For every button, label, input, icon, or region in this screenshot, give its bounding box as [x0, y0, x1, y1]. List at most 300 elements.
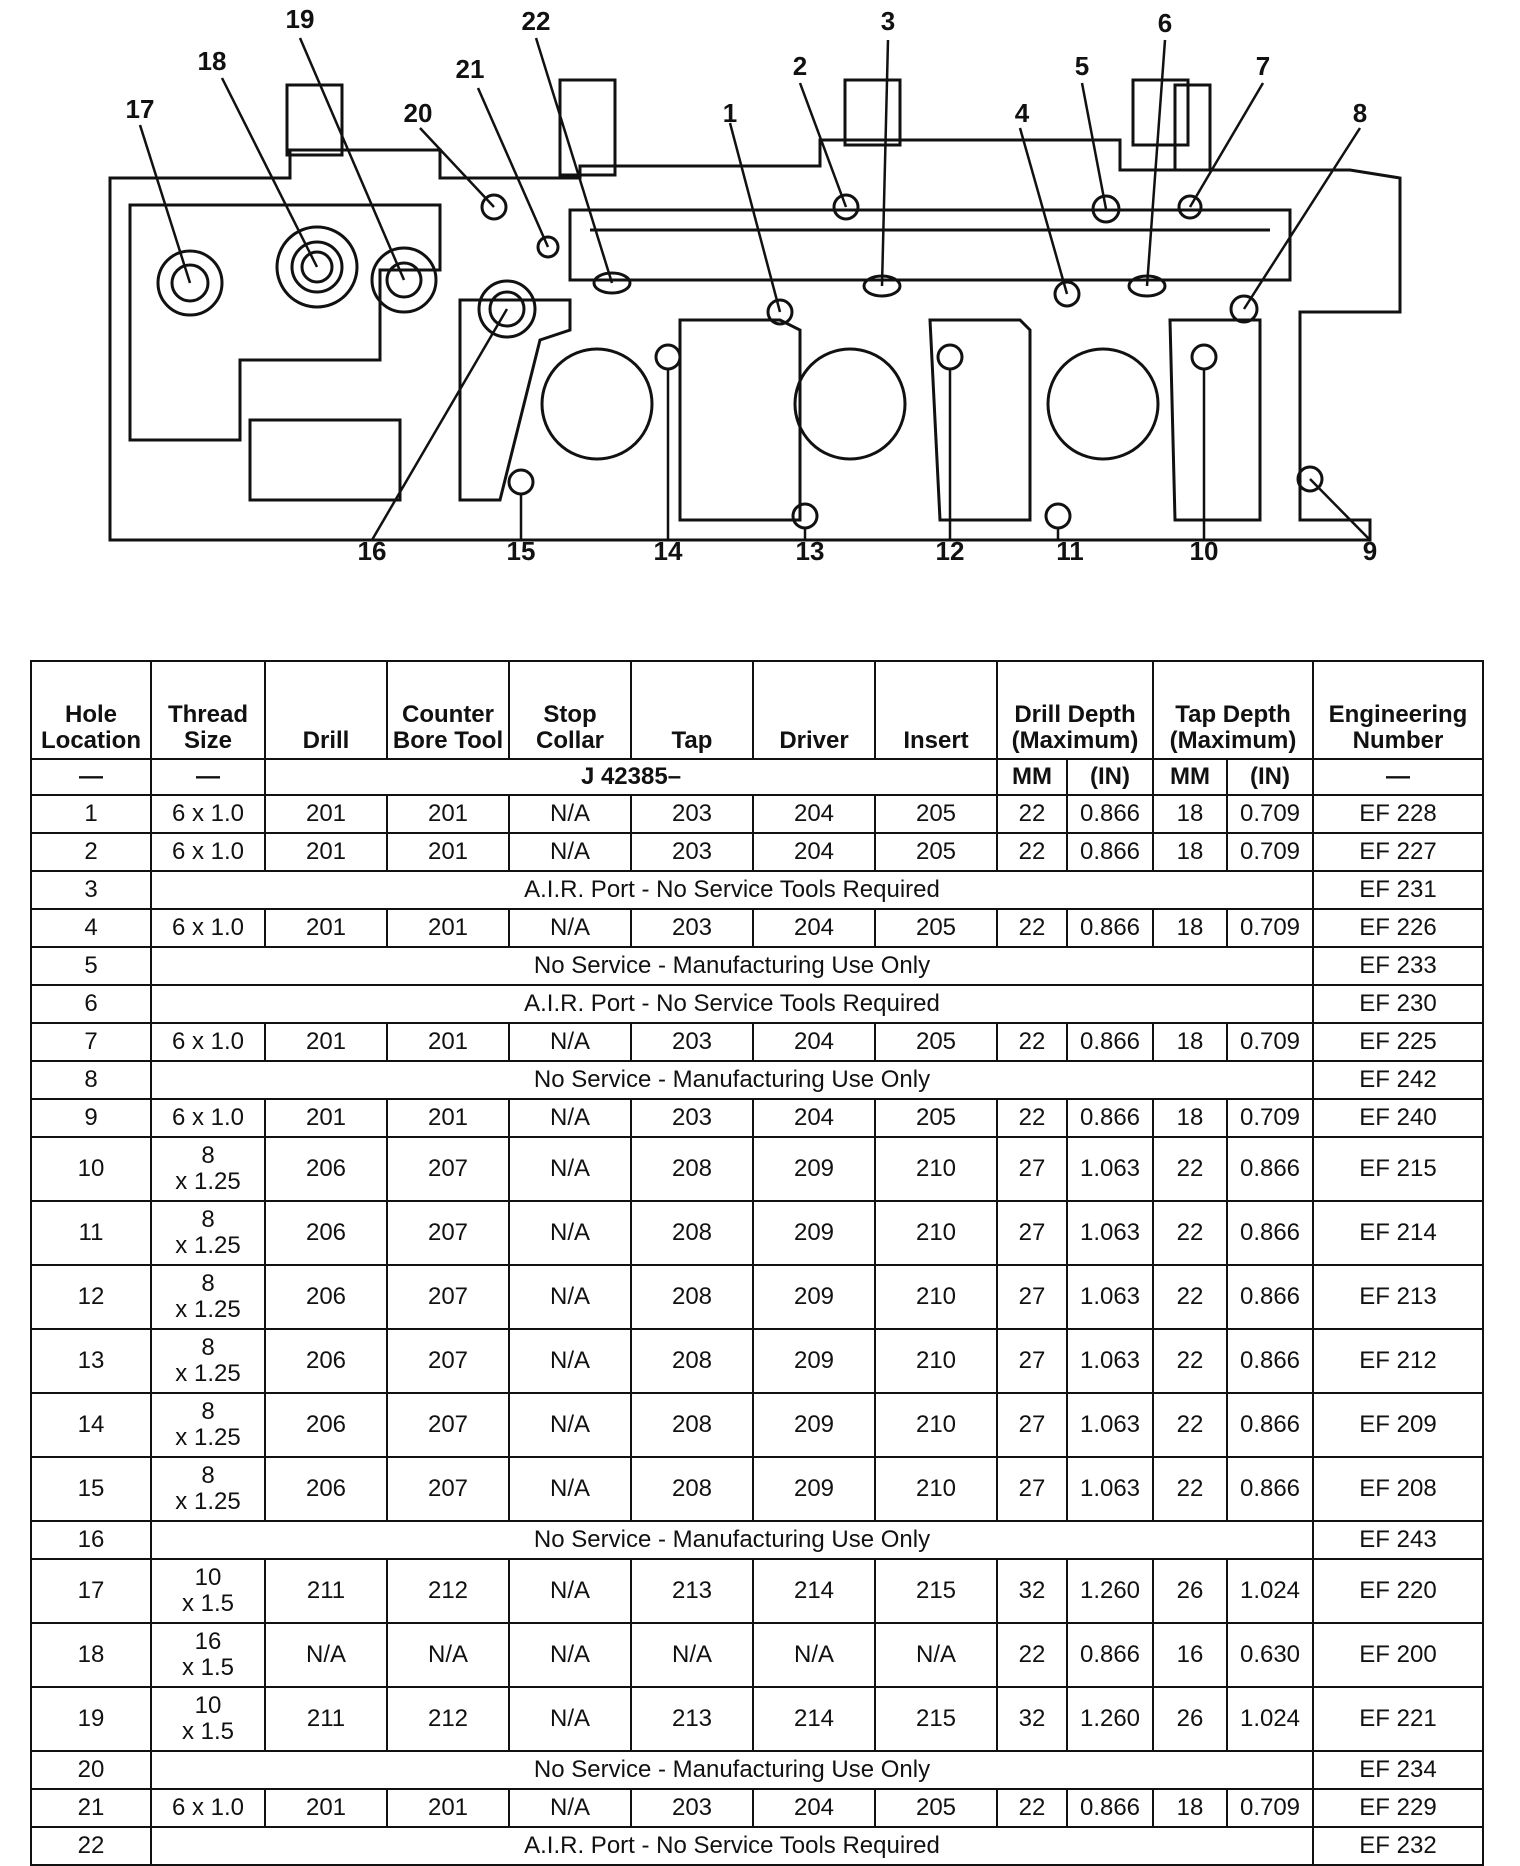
- callout-12: 12: [935, 536, 965, 566]
- cell-tap: 213: [631, 1687, 753, 1751]
- cell-dmm: 22: [997, 1789, 1067, 1827]
- callout-5: 5: [1074, 51, 1090, 81]
- cell-driver: 214: [753, 1687, 875, 1751]
- callout-1: 1: [722, 98, 738, 128]
- cell-tin: 0.866: [1227, 1393, 1313, 1457]
- cell-dmm: 22: [997, 909, 1067, 947]
- cell-thread-size: 6 x 1.0: [151, 909, 265, 947]
- cell-dmm: 27: [997, 1329, 1067, 1393]
- cell-stop: N/A: [509, 1559, 631, 1623]
- cell-cbore: 207: [387, 1457, 509, 1521]
- cell-thread-size: [151, 1201, 265, 1265]
- cell-thread-size: 6 x 1.0: [151, 833, 265, 871]
- cell-stop: N/A: [509, 1265, 631, 1329]
- table-row: [31, 1559, 1483, 1623]
- cell-thread-size: [151, 1265, 265, 1329]
- callout-17: 17: [125, 94, 155, 124]
- header-driver: Driver: [753, 661, 875, 759]
- cell-cbore: 207: [387, 1329, 509, 1393]
- cell-stop: N/A: [509, 795, 631, 833]
- header-counter-bore-tool: Counter Bore Tool: [387, 661, 509, 759]
- cell-note: A.I.R. Port - No Service Tools Required: [151, 985, 1313, 1023]
- cell-dmm: 22: [997, 1623, 1067, 1687]
- cell-engineering-number: EF 243: [1313, 1521, 1483, 1559]
- cell-thread-size: [151, 1137, 265, 1201]
- cell-drill: 206: [265, 1393, 387, 1457]
- cell-din: 0.866: [1067, 1099, 1153, 1137]
- callout-4: 4: [1014, 98, 1030, 128]
- cell-tmm: 22: [1153, 1137, 1227, 1201]
- subheader-tap-mm: MM: [1153, 759, 1227, 795]
- cell-drill: 206: [265, 1201, 387, 1265]
- thread-pitch: x 1.25: [175, 1424, 241, 1451]
- table-row: [31, 871, 1483, 909]
- cell-engineering-number: EF 213: [1313, 1265, 1483, 1329]
- cell-insert: 210: [875, 1329, 997, 1393]
- callout-10: 10: [1189, 536, 1219, 566]
- thread-pitch: x 1.5: [181, 1590, 235, 1617]
- cell-driver: 204: [753, 1023, 875, 1061]
- cell-engineering-number: EF 221: [1313, 1687, 1483, 1751]
- header-stop-collar: Stop Collar: [509, 661, 631, 759]
- callout-16: 16: [357, 536, 387, 566]
- cell-tap: 203: [631, 1023, 753, 1061]
- cell-tin: 0.709: [1227, 1099, 1313, 1137]
- cell-dmm: 22: [997, 795, 1067, 833]
- header-drill: Drill: [265, 661, 387, 759]
- header-tap-depth: Tap Depth (Maximum): [1153, 661, 1313, 759]
- cell-thread-size: 6 x 1.0: [151, 1023, 265, 1061]
- cell-tap: 203: [631, 795, 753, 833]
- cell-stop: N/A: [509, 1393, 631, 1457]
- cell-tap: 208: [631, 1457, 753, 1521]
- cell-cbore: 212: [387, 1559, 509, 1623]
- cell-insert: 210: [875, 1137, 997, 1201]
- cell-hole-location: 6: [31, 985, 151, 1023]
- cell-drill: 206: [265, 1457, 387, 1521]
- callout-20: 20: [403, 98, 433, 128]
- cell-stop: N/A: [509, 1023, 631, 1061]
- cell-thread-size: 6 x 1.0: [151, 1789, 265, 1827]
- cell-din: 0.866: [1067, 1789, 1153, 1827]
- cell-thread-size: [151, 1393, 265, 1457]
- cylinder-head-outline: [110, 80, 1400, 540]
- cell-engineering-number: EF 231: [1313, 871, 1483, 909]
- cell-note: A.I.R. Port - No Service Tools Required: [151, 871, 1313, 909]
- subheader-thread: —: [151, 759, 265, 795]
- cell-tmm: 18: [1153, 1099, 1227, 1137]
- cell-drill: 211: [265, 1559, 387, 1623]
- cell-tmm: 18: [1153, 833, 1227, 871]
- cell-driver: 204: [753, 909, 875, 947]
- callout-7: 7: [1255, 51, 1271, 81]
- cell-drill: 206: [265, 1137, 387, 1201]
- cell-engineering-number: EF 242: [1313, 1061, 1483, 1099]
- cell-engineering-number: EF 215: [1313, 1137, 1483, 1201]
- cell-engineering-number: EF 230: [1313, 985, 1483, 1023]
- cell-drill: 211: [265, 1687, 387, 1751]
- cell-hole-location: 13: [31, 1329, 151, 1393]
- cell-hole-location: 22: [31, 1827, 151, 1865]
- cell-driver: 204: [753, 833, 875, 871]
- cell-driver: 209: [753, 1265, 875, 1329]
- cell-engineering-number: EF 232: [1313, 1827, 1483, 1865]
- table-row: [31, 947, 1483, 985]
- cell-hole-location: 19: [31, 1687, 151, 1751]
- cell-drill: N/A: [265, 1623, 387, 1687]
- cell-tmm: 18: [1153, 1789, 1227, 1827]
- cell-engineering-number: EF 227: [1313, 833, 1483, 871]
- thread-pitch: x 1.5: [181, 1718, 235, 1745]
- cell-cbore: 201: [387, 1789, 509, 1827]
- cell-tmm: 22: [1153, 1201, 1227, 1265]
- cell-tap: 208: [631, 1329, 753, 1393]
- cell-din: 1.260: [1067, 1559, 1153, 1623]
- cell-tap: 208: [631, 1201, 753, 1265]
- cell-dmm: 27: [997, 1137, 1067, 1201]
- callout-9: 9: [1362, 536, 1378, 566]
- cell-engineering-number: EF 212: [1313, 1329, 1483, 1393]
- subheader-tap-in: (IN): [1227, 759, 1313, 795]
- cell-drill: 206: [265, 1265, 387, 1329]
- cell-driver: 209: [753, 1137, 875, 1201]
- cell-hole-location: 8: [31, 1061, 151, 1099]
- cell-driver: 209: [753, 1201, 875, 1265]
- cell-din: 0.866: [1067, 795, 1153, 833]
- callout-6: 6: [1157, 8, 1173, 38]
- thread-diameter: 8: [201, 1398, 215, 1425]
- header-engineering-number: Engineering Number: [1313, 661, 1483, 759]
- cell-cbore: 207: [387, 1201, 509, 1265]
- cell-dmm: 22: [997, 1023, 1067, 1061]
- cell-tmm: 22: [1153, 1393, 1227, 1457]
- cell-insert: N/A: [875, 1623, 997, 1687]
- thread-pitch: x 1.25: [175, 1488, 241, 1515]
- cell-insert: 210: [875, 1457, 997, 1521]
- subheader-drill-in: (IN): [1067, 759, 1153, 795]
- cell-insert: 205: [875, 833, 997, 871]
- cell-tap: 213: [631, 1559, 753, 1623]
- cell-stop: N/A: [509, 1329, 631, 1393]
- cell-din: 1.063: [1067, 1201, 1153, 1265]
- table-row: [31, 1061, 1483, 1099]
- subheader-hole: —: [31, 759, 151, 795]
- table-row: [31, 985, 1483, 1023]
- cell-din: 1.063: [1067, 1137, 1153, 1201]
- cell-engineering-number: EF 209: [1313, 1393, 1483, 1457]
- cell-tin: 0.709: [1227, 795, 1313, 833]
- cell-driver: N/A: [753, 1623, 875, 1687]
- cell-tin: 1.024: [1227, 1559, 1313, 1623]
- cell-cbore: 207: [387, 1137, 509, 1201]
- cell-din: 1.063: [1067, 1329, 1153, 1393]
- cell-tin: 0.866: [1227, 1457, 1313, 1521]
- cell-engineering-number: EF 228: [1313, 795, 1483, 833]
- cell-driver: 204: [753, 795, 875, 833]
- cell-insert: 205: [875, 1023, 997, 1061]
- subheader-eng: —: [1313, 759, 1483, 795]
- table-row: [31, 909, 1483, 947]
- cell-stop: N/A: [509, 1137, 631, 1201]
- thread-pitch: x 1.25: [175, 1168, 241, 1195]
- cell-hole-location: 11: [31, 1201, 151, 1265]
- cell-drill: 201: [265, 1023, 387, 1061]
- table-row: [31, 1137, 1483, 1201]
- header-tap: Tap: [631, 661, 753, 759]
- cell-stop: N/A: [509, 1789, 631, 1827]
- thread-pitch: x 1.25: [175, 1360, 241, 1387]
- cell-hole-location: 18: [31, 1623, 151, 1687]
- cell-stop: N/A: [509, 1687, 631, 1751]
- cell-drill: 201: [265, 909, 387, 947]
- cell-engineering-number: EF 226: [1313, 909, 1483, 947]
- table-row: [31, 1623, 1483, 1687]
- cell-din: 1.063: [1067, 1393, 1153, 1457]
- cell-cbore: 201: [387, 795, 509, 833]
- cell-din: 0.866: [1067, 1023, 1153, 1061]
- cell-note: A.I.R. Port - No Service Tools Required: [151, 1827, 1313, 1865]
- cell-driver: 209: [753, 1457, 875, 1521]
- cell-tap: 203: [631, 1099, 753, 1137]
- cell-insert: 210: [875, 1265, 997, 1329]
- cell-cbore: N/A: [387, 1623, 509, 1687]
- cell-tmm: 18: [1153, 1023, 1227, 1061]
- combustion-chambers: [542, 349, 1158, 459]
- header-drill-depth: Drill Depth (Maximum): [997, 661, 1153, 759]
- cell-insert: 210: [875, 1201, 997, 1265]
- cell-drill: 201: [265, 1099, 387, 1137]
- table-row: [31, 1201, 1483, 1265]
- cell-note: No Service - Manufacturing Use Only: [151, 1521, 1313, 1559]
- hole-repair-spec-table: [30, 660, 1484, 1866]
- cell-hole-location: 20: [31, 1751, 151, 1789]
- leader-lines: [140, 38, 1370, 540]
- cell-insert: 215: [875, 1687, 997, 1751]
- cell-tmm: 18: [1153, 909, 1227, 947]
- cell-tap: 203: [631, 1789, 753, 1827]
- thread-diameter: 10: [194, 1692, 222, 1719]
- thread-diameter: 8: [201, 1270, 215, 1297]
- callout-21: 21: [455, 54, 485, 84]
- table-row: [31, 1457, 1483, 1521]
- callout-13: 13: [795, 536, 825, 566]
- cell-cbore: 207: [387, 1265, 509, 1329]
- cell-dmm: 27: [997, 1393, 1067, 1457]
- header-insert: Insert: [875, 661, 997, 759]
- thread-diameter: 8: [201, 1142, 215, 1169]
- cell-tmm: 22: [1153, 1457, 1227, 1521]
- cell-hole-location: 17: [31, 1559, 151, 1623]
- table-row: [31, 1023, 1483, 1061]
- thread-diameter: 8: [201, 1334, 215, 1361]
- table-row: [31, 1329, 1483, 1393]
- cell-hole-location: 9: [31, 1099, 151, 1137]
- cell-stop: N/A: [509, 1201, 631, 1265]
- cell-dmm: 22: [997, 833, 1067, 871]
- callout-18: 18: [197, 46, 227, 76]
- cell-engineering-number: EF 229: [1313, 1789, 1483, 1827]
- cell-driver: 204: [753, 1099, 875, 1137]
- cell-stop: N/A: [509, 833, 631, 871]
- cell-engineering-number: EF 200: [1313, 1623, 1483, 1687]
- cell-thread-size: [151, 1329, 265, 1393]
- cell-thread-size: 6 x 1.0: [151, 1099, 265, 1137]
- thread-pitch: x 1.5: [181, 1654, 235, 1681]
- callout-11: 11: [1056, 536, 1084, 566]
- cell-thread-size: [151, 1559, 265, 1623]
- cell-hole-location: 5: [31, 947, 151, 985]
- table-row: [31, 1789, 1483, 1827]
- cell-tap: 203: [631, 833, 753, 871]
- cell-tin: 0.866: [1227, 1329, 1313, 1393]
- cell-din: 1.260: [1067, 1687, 1153, 1751]
- cell-hole-location: 12: [31, 1265, 151, 1329]
- cell-drill: 201: [265, 833, 387, 871]
- cell-hole-location: 7: [31, 1023, 151, 1061]
- cell-note: No Service - Manufacturing Use Only: [151, 1061, 1313, 1099]
- cell-tap: 208: [631, 1265, 753, 1329]
- cell-tmm: 26: [1153, 1559, 1227, 1623]
- cell-tmm: 22: [1153, 1329, 1227, 1393]
- cell-insert: 210: [875, 1393, 997, 1457]
- cell-engineering-number: EF 214: [1313, 1201, 1483, 1265]
- cell-note: No Service - Manufacturing Use Only: [151, 947, 1313, 985]
- cell-insert: 205: [875, 1099, 997, 1137]
- cell-insert: 205: [875, 1789, 997, 1827]
- cell-cbore: 201: [387, 833, 509, 871]
- table-row: [31, 795, 1483, 833]
- cell-tmm: 16: [1153, 1623, 1227, 1687]
- cell-tap: 203: [631, 909, 753, 947]
- cell-drill: 201: [265, 1789, 387, 1827]
- cell-stop: N/A: [509, 1623, 631, 1687]
- cell-drill: 206: [265, 1329, 387, 1393]
- table-row: [31, 1521, 1483, 1559]
- cell-dmm: 22: [997, 1099, 1067, 1137]
- cell-dmm: 27: [997, 1457, 1067, 1521]
- cell-din: 1.063: [1067, 1457, 1153, 1521]
- spec-table-body: [31, 795, 1483, 1865]
- table-row: [31, 1099, 1483, 1137]
- cell-dmm: 32: [997, 1559, 1067, 1623]
- cell-thread-size: [151, 1687, 265, 1751]
- cell-tin: 0.709: [1227, 909, 1313, 947]
- cell-engineering-number: EF 233: [1313, 947, 1483, 985]
- cell-cbore: 212: [387, 1687, 509, 1751]
- cell-din: 0.866: [1067, 1623, 1153, 1687]
- cell-drill: 201: [265, 795, 387, 833]
- subheader-tool-kit: J 42385–: [265, 759, 997, 795]
- cell-din: 1.063: [1067, 1265, 1153, 1329]
- cell-engineering-number: EF 220: [1313, 1559, 1483, 1623]
- cell-stop: N/A: [509, 909, 631, 947]
- cell-cbore: 201: [387, 1099, 509, 1137]
- cell-cbore: 201: [387, 909, 509, 947]
- cell-engineering-number: EF 208: [1313, 1457, 1483, 1521]
- cell-tin: 0.866: [1227, 1137, 1313, 1201]
- cell-cbore: 201: [387, 1023, 509, 1061]
- table-row: [31, 1827, 1483, 1865]
- cell-cbore: 207: [387, 1393, 509, 1457]
- thread-diameter: 10: [194, 1564, 222, 1591]
- cell-tmm: 18: [1153, 795, 1227, 833]
- callout-3: 3: [880, 6, 896, 36]
- cell-driver: 204: [753, 1789, 875, 1827]
- callout-14: 14: [653, 536, 683, 566]
- callout-8: 8: [1352, 98, 1368, 128]
- cell-din: 0.866: [1067, 909, 1153, 947]
- cell-hole-location: 2: [31, 833, 151, 871]
- table-row: [31, 833, 1483, 871]
- cell-driver: 209: [753, 1393, 875, 1457]
- cell-tin: 0.709: [1227, 1789, 1313, 1827]
- cell-hole-location: 15: [31, 1457, 151, 1521]
- cell-thread-size: [151, 1623, 265, 1687]
- callout-22: 22: [521, 6, 551, 36]
- cell-hole-location: 3: [31, 871, 151, 909]
- cell-driver: 214: [753, 1559, 875, 1623]
- thread-pitch: x 1.25: [175, 1232, 241, 1259]
- cell-hole-location: 1: [31, 795, 151, 833]
- subheader-drill-mm: MM: [997, 759, 1067, 795]
- table-row: [31, 1751, 1483, 1789]
- cell-tin: 0.709: [1227, 1023, 1313, 1061]
- cell-hole-location: 16: [31, 1521, 151, 1559]
- callout-19: 19: [285, 4, 315, 34]
- thread-diameter: 8: [201, 1206, 215, 1233]
- cell-insert: 205: [875, 909, 997, 947]
- cell-dmm: 27: [997, 1265, 1067, 1329]
- cell-tap: N/A: [631, 1623, 753, 1687]
- cell-tap: 208: [631, 1393, 753, 1457]
- cell-insert: 205: [875, 795, 997, 833]
- cell-stop: N/A: [509, 1099, 631, 1137]
- thread-pitch: x 1.25: [175, 1296, 241, 1323]
- cell-engineering-number: EF 225: [1313, 1023, 1483, 1061]
- cell-tin: 0.709: [1227, 833, 1313, 871]
- cell-note: No Service - Manufacturing Use Only: [151, 1751, 1313, 1789]
- cell-din: 0.866: [1067, 833, 1153, 871]
- table-row: [31, 1265, 1483, 1329]
- thread-diameter: 16: [194, 1628, 222, 1655]
- cell-tin: 0.866: [1227, 1265, 1313, 1329]
- cell-hole-location: 21: [31, 1789, 151, 1827]
- cell-insert: 215: [875, 1559, 997, 1623]
- cell-hole-location: 14: [31, 1393, 151, 1457]
- cylinder-head-diagram: [0, 0, 1520, 600]
- cell-engineering-number: EF 234: [1313, 1751, 1483, 1789]
- cell-tap: 208: [631, 1137, 753, 1201]
- cell-hole-location: 10: [31, 1137, 151, 1201]
- table-row: [31, 1687, 1483, 1751]
- cell-stop: N/A: [509, 1457, 631, 1521]
- cell-tin: 1.024: [1227, 1687, 1313, 1751]
- header-thread-size: Thread Size: [151, 661, 265, 759]
- thread-diameter: 8: [201, 1462, 215, 1489]
- cell-engineering-number: EF 240: [1313, 1099, 1483, 1137]
- cell-hole-location: 4: [31, 909, 151, 947]
- callout-2: 2: [792, 51, 808, 81]
- cell-tmm: 22: [1153, 1265, 1227, 1329]
- cell-dmm: 27: [997, 1201, 1067, 1265]
- header-hole-location: Hole Location: [31, 661, 151, 759]
- callout-15: 15: [506, 536, 536, 566]
- cell-tin: 0.866: [1227, 1201, 1313, 1265]
- cell-tin: 0.630: [1227, 1623, 1313, 1687]
- cell-tmm: 26: [1153, 1687, 1227, 1751]
- cell-dmm: 32: [997, 1687, 1067, 1751]
- cell-thread-size: 6 x 1.0: [151, 795, 265, 833]
